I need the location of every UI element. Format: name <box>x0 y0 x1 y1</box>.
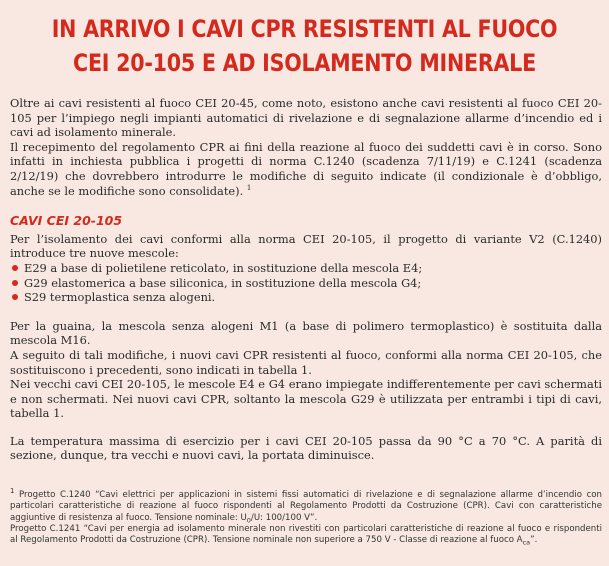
intro-paragraph-2-text: Il recepimento del regolamento CPR ai fini della reazione al fuoco dei suddetti cavi è in corso. Sono infatti in inchiesta pubblica i progetti di norma C.1240 (scadenza 7/11/19) e C.1241 (scadenza 2/12/19) che dovrebbero introdurre le modifiche di seguito indicate (il condizionale è d’obbligo, anche se le modifiche sono consolidate). <box>10 139 602 198</box>
list-item-text: S29 termoplastica senza alogeni. <box>24 290 216 305</box>
list-item <box>10 290 602 305</box>
section-lead: Per l’isolamento dei cavi conformi alla norma CEI 20-105, il progetto di variante V2 (C.1240) introduce tre nuove mescole: <box>10 231 602 261</box>
footnote-1-text: Progetto C.1240 “Cavi elettrici per applicazioni in sistemi fissi automatici di rivelazione e di segnalazione allarme d’incendio con particolari caratteristiche di reazione al fuoco rispondenti al Regolamento Prodotti da Costruzione (CPR). Cavi con caratteristiche aggiuntive di resistenza al fuoco. Tensione nominale: U <box>10 490 602 523</box>
list-item-text: G29 elastomerica a base siliconica, in sostituzione della mescola G4; <box>24 275 422 290</box>
footnote-2-sub: ca <box>522 538 531 547</box>
intro-paragraph-2 <box>10 140 602 198</box>
footnote-ref-1: 1 <box>246 183 252 192</box>
bullet-icon <box>12 294 18 300</box>
guaina-paragraph-3: Nei vecchi cavi CEI 20-105, le mescole E4 e G4 erano impiegate indifferentemente per cavi schermati e non schermati. Nei nuovi cavi CPR, soltanto la mescola G29 è utilizzata per entrambi i tipi di cavi, tabella 1. <box>10 377 602 421</box>
footnote-1-marker: 1 <box>10 487 15 496</box>
guaina-paragraph-2: A seguito di tali modifiche, i nuovi cavi CPR resistenti al fuoco, conformi alla norma CEI 20-105, che sostituiscono i precedenti, sono indicati in tabella 1. <box>10 347 602 377</box>
footnote-1-sub: 0 <box>246 516 251 525</box>
title-line-1: IN ARRIVO I CAVI CPR RESISTENTI AL FUOCO <box>51 15 558 43</box>
article-body <box>10 96 602 463</box>
footnotes <box>10 487 602 547</box>
bullet-icon <box>12 265 18 271</box>
footnote-2 <box>10 524 602 547</box>
list-item <box>10 276 602 291</box>
title-line-2: CEI 20-105 E AD ISOLAMENTO MINERALE <box>73 49 536 77</box>
temperature-paragraph: La temperatura massima di esercizio per i cavi CEI 20-105 passa da 90 °C a 70 °C. A parità di sezione, dunque, tra vecchi e nuovi cavi, la portata diminuisce. <box>10 433 602 463</box>
mescole-list <box>10 261 602 305</box>
footnote-2-end: ”. <box>530 535 538 546</box>
footnote-1 <box>10 487 602 525</box>
bullet-icon <box>12 280 18 286</box>
list-item-text: E29 a base di polietilene reticolato, in sostituzione della mescola E4; <box>24 260 423 275</box>
page-title <box>43 12 567 80</box>
intro-paragraph-1: Oltre ai cavi resistenti al fuoco CEI 20-45, come noto, esistono anche cavi resistenti al fuoco CEI 20-105 per l’impiego negli impianti automatici di rivelazione e di segnalazione allarme d’incendio ed i cavi ad isolamento minerale. <box>10 96 602 140</box>
footnote-2-text: Progetto C.1241 “Cavi per energia ad isolamento minerale non rivestiti con particolari caratteristiche di reazione al fuoco e rispondenti al Regolamento Prodotti da Costruzione (CPR). Tensione nominale non superiore a 750 V - Classe di reazione al fuoco A <box>10 523 602 546</box>
list-item <box>10 261 602 276</box>
guaina-paragraph-1: Per la guaina, la mescola senza alogeni M1 (a base di polimero termoplastico) è sostituita dalla mescola M16. <box>10 318 602 348</box>
section-heading: CAVI CEI 20-105 <box>10 213 123 229</box>
footnote-1-end: /U: 100/100 V”. <box>250 512 318 523</box>
